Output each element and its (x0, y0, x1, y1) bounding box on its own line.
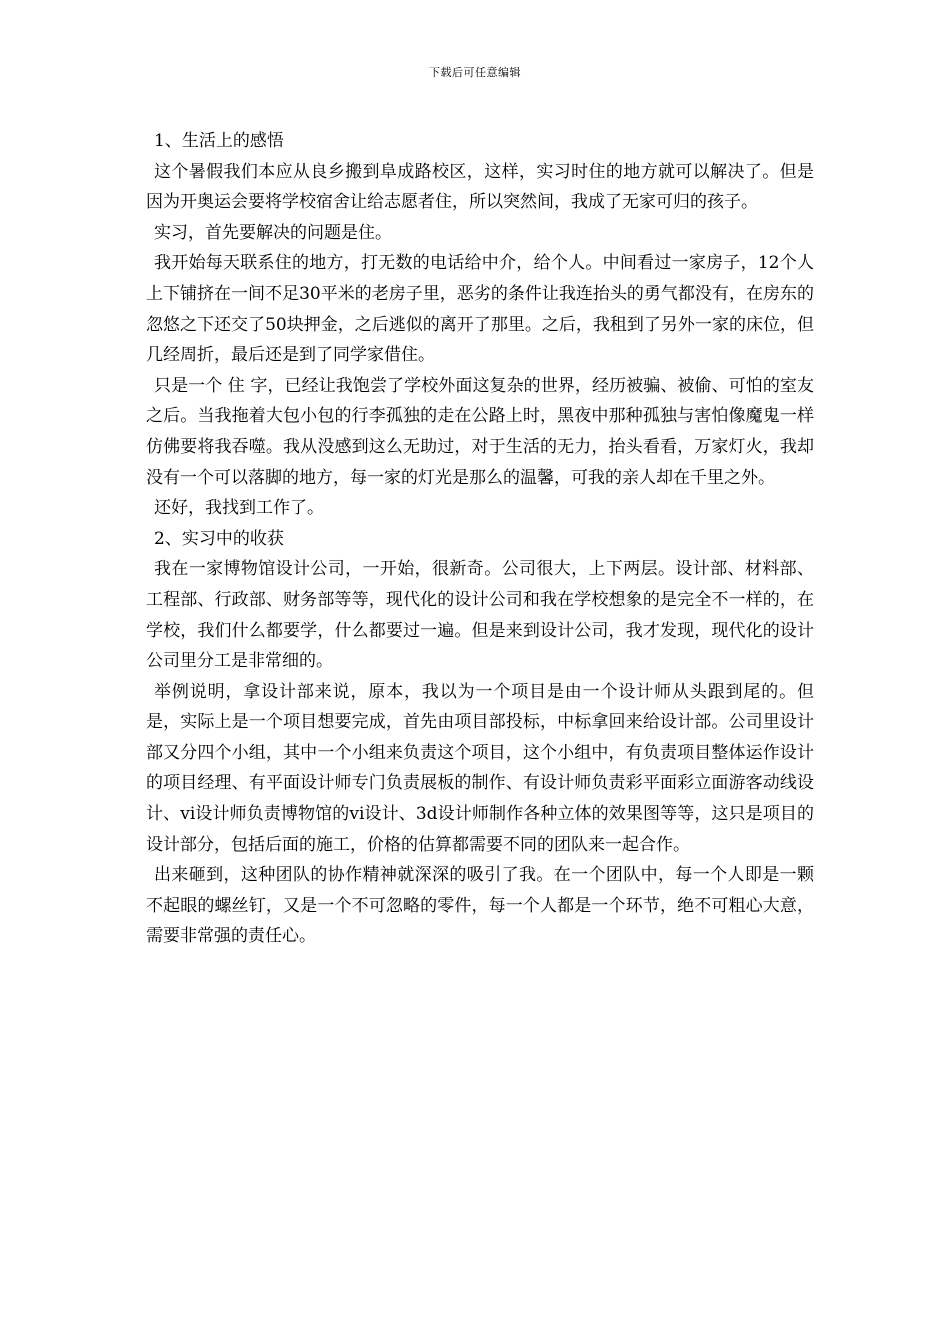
section-heading-1: 1、生活上的感悟 (154, 131, 284, 151)
paragraph: 我开始每天联系住的地方，打无数的电话给中介，给个人。中间看过一家房子，12个人上下铺挤在一间不足30平米的老房子里，恶劣的条件让我连抬头的勇气都没有，在房东的忽悠之下还交了50块押金，之后逃似的离开了那里。之后，我租到了另外一家的床位，但几经周折，最后还是到了同学家借住。 (146, 253, 814, 366)
paragraph: 实习，首先要解决的问题是住。 (154, 222, 392, 243)
paragraph: 我在一家博物馆设计公司，一开始，很新奇。公司很大，上下两层。设计部、材料部、工程部、行政部、财务部等等，现代化的设计公司和我在学校想象的是完全不一样的，在学校，我们什么都要学，什么都要过一遍。但是来到设计公司，我才发现，现代化的设计公司里分工是非常细的。 (146, 559, 814, 672)
section-heading-2: 2、实习中的收获 (154, 528, 284, 549)
page-header: 下载后可任意编辑 (429, 66, 521, 79)
paragraph: 这个暑假我们本应从良乡搬到阜成路校区，这样，实习时住的地方就可以解决了。但是因为开奥运会要将学校宿舍让给志愿者住，所以突然间，我成了无家可归的孩子。 (146, 161, 814, 213)
paragraph: 只是一个 住 字，已经让我饱尝了学校外面这复杂的世界，经历被骗、被偷、可怕的室友之后。当我拖着大包小包的行李孤独的走在公路上时，黑夜中那种孤独与害怕像魔鬼一样仿佛要将我吞噬。我从没感到这么无助过，对于生活的无力，抬头看看，万家灯火，我却没有一个可以落脚的地方，每一家的灯光是那么的温馨，可我的亲人却在千里之外。 (146, 375, 814, 488)
document-body (146, 126, 814, 952)
paragraph: 出来砸到，这种团队的协作精神就深深的吸引了我。在一个团队中，每一个人即是一颗不起眼的螺丝钉，又是一个不可忽略的零件，每一个人都是一个环节，绝不可粗心大意，需要非常强的责任心。 (146, 865, 814, 947)
paragraph: 还好，我找到工作了。 (154, 498, 324, 519)
paragraph: 举例说明，拿设计部来说，原本，我以为一个项目是由一个设计师从头跟到尾的。但是，实际上是一个项目想要完成，首先由项目部投标，中标拿回来给设计部。公司里设计部又分四个小组，其中一个小组来负责这个项目，这个小组中，有负责项目整体运作设计的项目经理、有平面设计师专门负责展板的制作、有设计师负责彩平面彩立面游客动线设计、vi设计师负责博物馆的vi设计、3d设计师制作各种立体的效果图等等，这只是项目的设计部分，包括后面的施工，价格的估算都需要不同的团队来一起合作。 (146, 681, 814, 855)
